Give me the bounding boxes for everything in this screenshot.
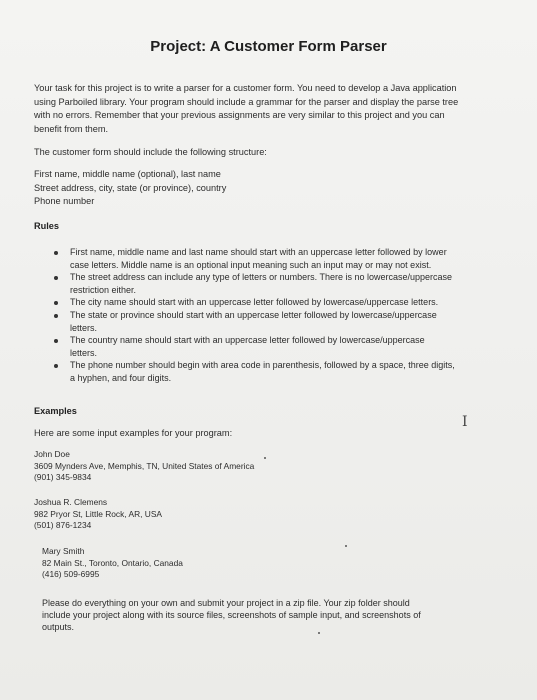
rule-line: The city name should start with an uppercase letter followed by lowercase/uppercase letters.: [70, 297, 439, 308]
rule-line: The country name should start with an uppercase letter followed by lowercase/uppercase: [70, 335, 425, 346]
text-cursor-icon: I: [462, 414, 468, 430]
bullet-icon: [54, 251, 58, 255]
intro-line: benefit from them.: [34, 123, 109, 134]
rule-item: [34, 246, 494, 271]
rule-item: [34, 271, 494, 296]
rule-line: The state or province should start with an uppercase letter followed by lowercase/uppercase: [70, 309, 437, 320]
speck-mark: [345, 545, 347, 547]
example-block: [34, 497, 489, 532]
intro-paragraph: [34, 82, 489, 136]
rule-item: [34, 334, 494, 359]
bullet-icon: [54, 276, 58, 280]
closing-line: Please do everything on your own and submit your project in a zip file. Your zip folder should: [42, 598, 410, 608]
closing-paragraph: [42, 597, 482, 633]
example-address: 3609 Mynders Ave, Memphis, TN, United States of America: [34, 460, 255, 471]
rule-item: [34, 296, 494, 309]
rule-line: restriction either.: [70, 284, 137, 295]
page-title: Project: A Customer Form Parser: [150, 38, 387, 55]
speck-mark: [264, 457, 266, 459]
rule-item: [34, 309, 494, 334]
example-block: [42, 546, 497, 581]
rules-list: [34, 246, 494, 385]
speck-mark: [318, 632, 320, 634]
rule-item: [34, 359, 494, 384]
example-block: [34, 449, 489, 484]
bullet-icon: [54, 314, 58, 318]
intro-line: Your task for this project is to write a parser for a customer form. You need to develop a Java application: [34, 83, 457, 93]
rule-line: The phone number should begin with area code in parenthesis, followed by a space, three digits,: [70, 360, 455, 371]
bullet-icon: [54, 364, 58, 368]
closing-line: outputs.: [42, 622, 75, 632]
structure-line: Phone number: [34, 196, 95, 207]
closing-line: include your project along with its source files, screenshots of sample input, and screenshots of: [42, 610, 421, 620]
example-phone: (501) 876-1234: [34, 520, 92, 531]
rule-line: a hyphen, and four digits.: [70, 372, 172, 383]
bullet-icon: [54, 339, 58, 343]
structure-block: [34, 168, 489, 209]
examples-heading: Examples: [34, 406, 77, 416]
structure-line: First name, middle name (optional), last name: [34, 169, 221, 179]
rules-heading: Rules: [34, 221, 60, 231]
bullet-icon: [54, 301, 58, 305]
intro-line: with no errors. Remember that your previous assignments are very similar to this project and you can: [34, 110, 445, 121]
rule-line: The street address can include any type of letters or numbers. There is no lowercase/uppercase: [70, 272, 453, 283]
example-address: 82 Main St., Toronto, Ontario, Canada: [42, 557, 183, 568]
example-name: Joshua R. Clemens: [34, 497, 108, 507]
example-name: John Doe: [34, 449, 70, 459]
example-name: Mary Smith: [42, 546, 85, 556]
structure-intro: The customer form should include the following structure:: [34, 147, 267, 157]
rule-line: letters.: [70, 322, 98, 333]
structure-line: Street address, city, state (or province), country: [34, 182, 227, 193]
example-phone: (901) 345-9834: [34, 472, 92, 483]
intro-line: using Parboiled library. Your program should include a grammar for the parser and display the parse tree: [34, 96, 459, 107]
rule-line: First name, middle name and last name should start with an uppercase letter followed by lower: [70, 247, 447, 257]
rule-line: letters.: [70, 347, 98, 358]
rule-line: case letters. Middle name is an optional input meaning such an input may or may not exist.: [70, 259, 432, 270]
examples-intro: Here are some input examples for your program:: [34, 428, 233, 438]
example-address: 982 Pryor St, Little Rock, AR, USA: [34, 508, 163, 519]
example-phone: (416) 509-6995: [42, 569, 100, 580]
